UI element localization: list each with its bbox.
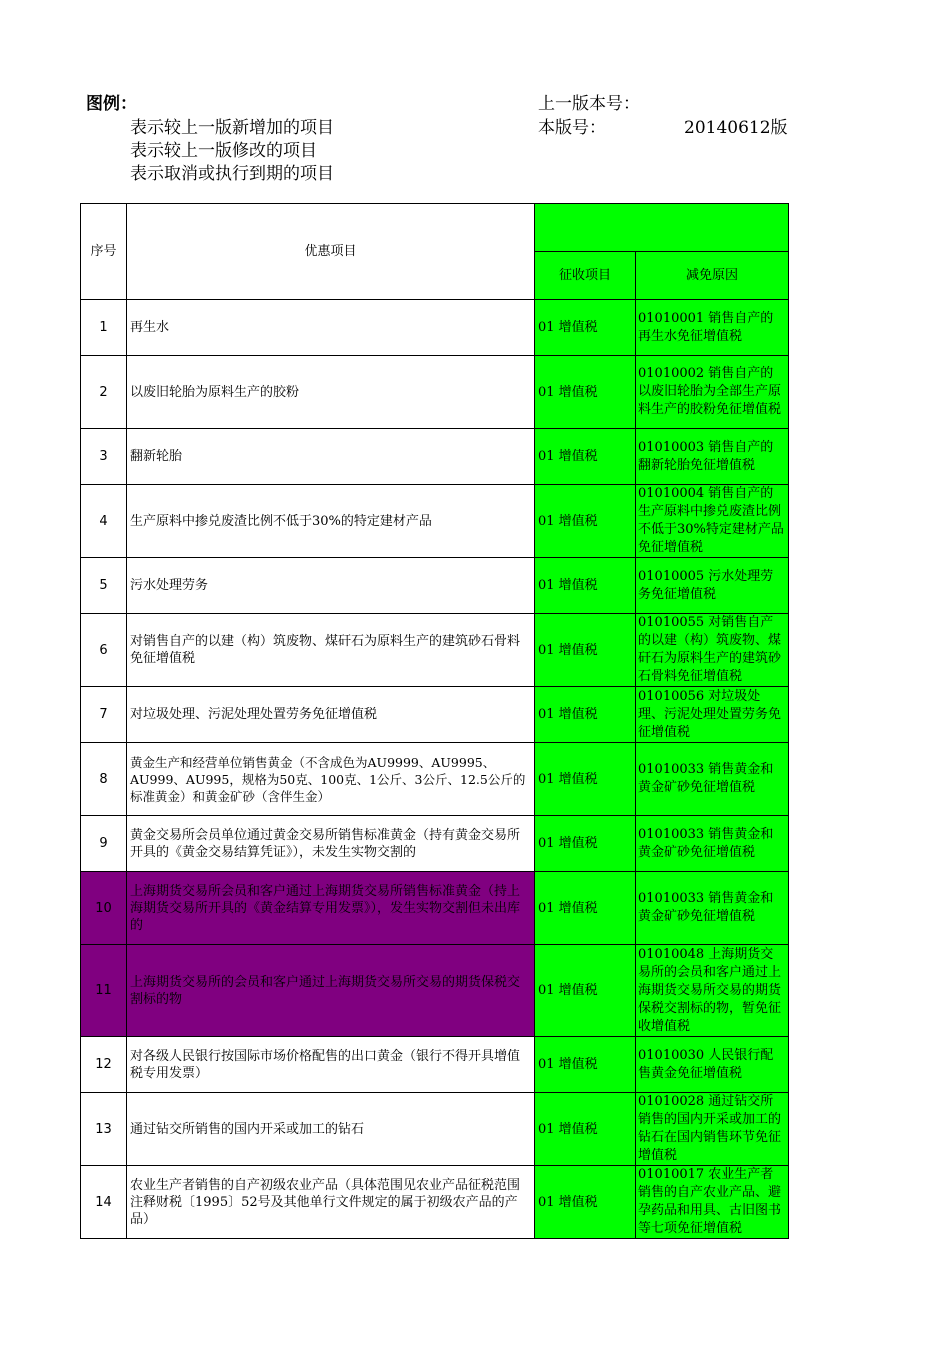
row-tax: 01 增值税 <box>535 356 636 429</box>
table-row <box>81 300 789 356</box>
row-seq: 14 <box>81 1166 127 1239</box>
table-row <box>81 687 789 743</box>
row-seq: 1 <box>81 300 127 356</box>
tax-relief-table <box>80 203 789 1239</box>
row-reason: 01010033 销售黄金和黄金矿砂免征增值税 <box>636 743 789 816</box>
row-seq: 2 <box>81 356 127 429</box>
row-reason: 01010005 污水处理劳务免征增值税 <box>636 558 789 614</box>
row-reason: 01010048 上海期货交易所的会员和客户通过上海期货交易所交易的期货保税交割标的物，暂免征收增值税 <box>636 945 789 1037</box>
prev-version-label: 上一版本号： <box>538 94 640 114</box>
row-seq: 13 <box>81 1093 127 1166</box>
row-item: 对销售自产的以建（构）筑废物、煤矸石为原料生产的建筑砂石骨料免征增值税 <box>127 614 535 687</box>
header-seq: 序号 <box>81 204 127 300</box>
row-seq: 4 <box>81 485 127 558</box>
table-row <box>81 614 789 687</box>
row-item: 生产原料中掺兑废渣比例不低于30%的特定建材产品 <box>127 485 535 558</box>
table-row <box>81 1037 789 1093</box>
row-item: 对垃圾处理、污泥处理处置劳务免征增值税 <box>127 687 535 743</box>
row-item: 再生水 <box>127 300 535 356</box>
row-seq: 6 <box>81 614 127 687</box>
row-reason: 01010003 销售自产的翻新轮胎免征增值税 <box>636 429 789 485</box>
row-seq: 11 <box>81 945 127 1037</box>
row-item: 以废旧轮胎为原料生产的胶粉 <box>127 356 535 429</box>
row-seq: 5 <box>81 558 127 614</box>
row-tax: 01 增值税 <box>535 1093 636 1166</box>
row-reason: 01010017 农业生产者销售的自产农业产品、避孕药品和用具、古旧图书等七项免征增值税 <box>636 1166 789 1239</box>
header-tax: 征收项目 <box>535 252 636 300</box>
table-row <box>81 558 789 614</box>
row-reason: 01010028 通过钻交所销售的国内开采或加工的钻石在国内销售环节免征增值税 <box>636 1093 789 1166</box>
table-row <box>81 945 789 1037</box>
row-reason: 01010004 销售自产的生产原料中掺兑废渣比例不低于30%特定建材产品免征增值税 <box>636 485 789 558</box>
row-item: 农业生产者销售的自产初级农业产品（具体范围见农业产品征税范围注释财税〔1995〕52号及其他单行文件规定的属于初级农产品的产品） <box>127 1166 535 1239</box>
table-row <box>81 816 789 872</box>
legend-title: 图例： <box>86 94 137 114</box>
header-reason: 减免原因 <box>636 252 789 300</box>
row-tax: 01 增值税 <box>535 872 636 945</box>
row-tax: 01 增值税 <box>535 816 636 872</box>
row-item: 上海期货交易所会员和客户通过上海期货交易所销售标准黄金（持上海期货交易所开具的《黄金结算专用发票》），发生实物交割但未出库的 <box>127 872 535 945</box>
row-tax: 01 增值税 <box>535 300 636 356</box>
legend-modified-item: 表示较上一版修改的项目 <box>130 141 317 161</box>
cur-version-value: 20140612版 <box>684 118 788 138</box>
table-row <box>81 1093 789 1166</box>
row-seq: 7 <box>81 687 127 743</box>
row-item: 污水处理劳务 <box>127 558 535 614</box>
legend-new-item: 表示较上一版新增加的项目 <box>130 118 334 138</box>
row-seq: 9 <box>81 816 127 872</box>
row-seq: 8 <box>81 743 127 816</box>
row-item: 上海期货交易所的会员和客户通过上海期货交易所交易的期货保税交割标的物 <box>127 945 535 1037</box>
cur-version-label: 本版号： <box>538 118 606 138</box>
row-tax: 01 增值税 <box>535 1037 636 1093</box>
header-item: 优惠项目 <box>127 204 535 300</box>
table-row <box>81 1166 789 1239</box>
table-row <box>81 485 789 558</box>
row-reason: 01010030 人民银行配售黄金免征增值税 <box>636 1037 789 1093</box>
row-item: 黄金生产和经营单位销售黄金（不含成色为AU9999、AU9995、AU999、AU995，规格为50克、100克、1公斤、3公斤、12.5公斤的标准黄金）和黄金矿砂（含伴生金） <box>127 743 535 816</box>
table-row <box>81 872 789 945</box>
row-seq: 3 <box>81 429 127 485</box>
row-reason: 01010001 销售自产的再生水免征增值税 <box>636 300 789 356</box>
row-tax: 01 增值税 <box>535 1166 636 1239</box>
row-tax: 01 增值税 <box>535 558 636 614</box>
row-tax: 01 增值税 <box>535 485 636 558</box>
row-seq: 12 <box>81 1037 127 1093</box>
table-row <box>81 743 789 816</box>
row-tax: 01 增值税 <box>535 743 636 816</box>
row-tax: 01 增值税 <box>535 687 636 743</box>
row-reason: 01010055 对销售自产的以建（构）筑废物、煤矸石为原料生产的建筑砂石骨料免征增值税 <box>636 614 789 687</box>
row-item: 对各级人民银行按国际市场价格配售的出口黄金（银行不得开具增值税专用发票） <box>127 1037 535 1093</box>
row-reason: 01010033 销售黄金和黄金矿砂免征增值税 <box>636 872 789 945</box>
row-tax: 01 增值税 <box>535 429 636 485</box>
row-item: 翻新轮胎 <box>127 429 535 485</box>
row-item: 通过钻交所销售的国内开采或加工的钻石 <box>127 1093 535 1166</box>
table-row <box>81 356 789 429</box>
row-reason: 01010033 销售黄金和黄金矿砂免征增值税 <box>636 816 789 872</box>
legend-cancelled-item: 表示取消或执行到期的项目 <box>130 164 334 184</box>
row-reason: 01010056 对垃圾处理、污泥处理处置劳务免征增值税 <box>636 687 789 743</box>
header-green-band <box>535 204 789 252</box>
row-tax: 01 增值税 <box>535 945 636 1037</box>
row-seq: 10 <box>81 872 127 945</box>
row-item: 黄金交易所会员单位通过黄金交易所销售标准黄金（持有黄金交易所开具的《黄金交易结算凭证》），未发生实物交割的 <box>127 816 535 872</box>
row-tax: 01 增值税 <box>535 614 636 687</box>
row-reason: 01010002 销售自产的以废旧轮胎为全部生产原料生产的胶粉免征增值税 <box>636 356 789 429</box>
table-row <box>81 429 789 485</box>
